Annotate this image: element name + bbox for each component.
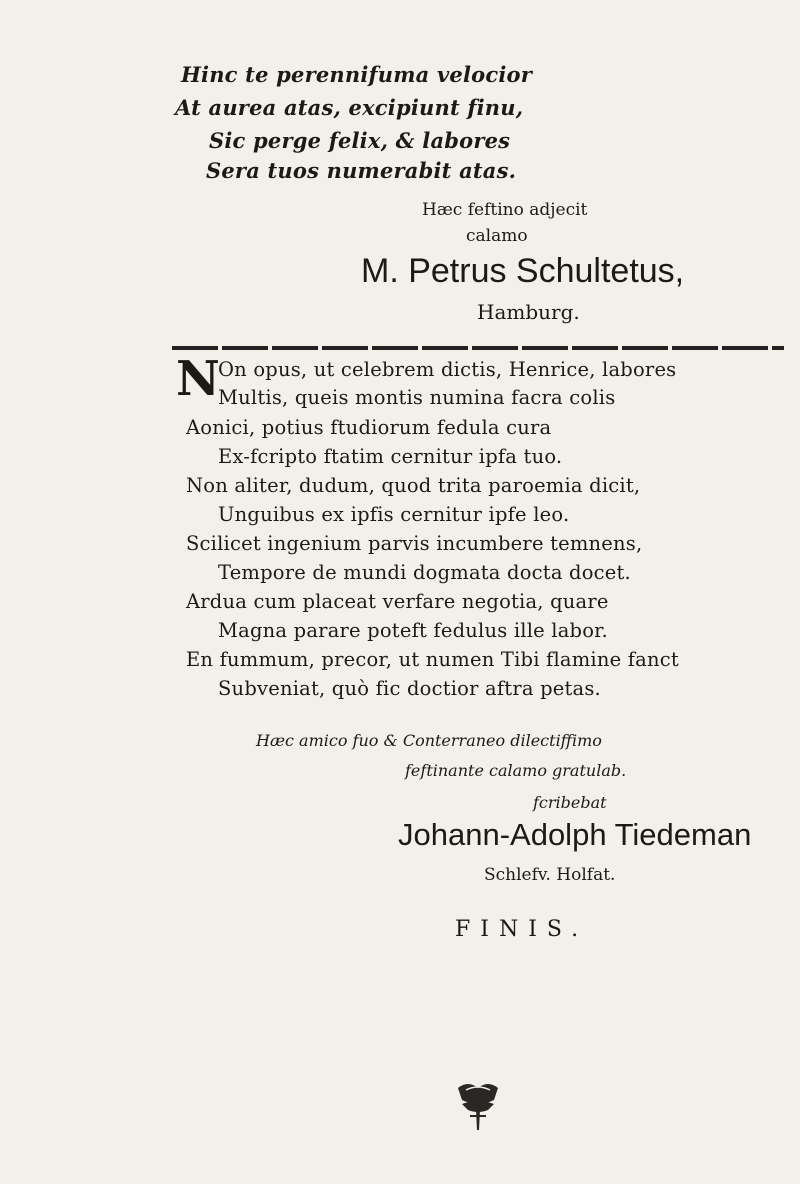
poem-line: Subveniat, quò fic doctior aftra petas. (218, 677, 601, 700)
author-place: Hamburg. (477, 300, 580, 324)
verse-line-4: Sera tuos numerabit atas. (206, 158, 517, 183)
poem-line: Ardua cum placeat verfare negotia, quare (186, 590, 609, 613)
dedication-line: Hæc amico fuo & Conterraneo dilectiffimo (256, 731, 602, 750)
poem-line: Aonici, potius ftudiorum fedula cura (186, 416, 552, 439)
author-place: Schlefv. Holfat. (484, 865, 616, 885)
verse-line-2: At aurea atas, excipiunt finu, (175, 95, 524, 120)
poem-line: Multis, queis montis numina facra colis (218, 386, 616, 409)
finis-label: FINIS. (455, 917, 589, 942)
section-divider (172, 346, 784, 350)
poem-line: Unguibus ex ipfis cernitur ipfe leo. (218, 503, 570, 526)
poem-line: Magna parare poteft fedulus ille labor. (218, 619, 608, 642)
poem-line: Tempore de mundi dogmata docta docet. (218, 561, 631, 584)
drop-cap: N (176, 351, 220, 407)
poem-line: Ex-fcripto ftatim cernitur ipfa tuo. (218, 445, 563, 468)
signature-intro-2: calamo (466, 226, 528, 246)
poem-line: On opus, ut celebrem dictis, Henrice, labores (218, 358, 677, 381)
verse-line-1: Hinc te perennifuma velocior (181, 62, 532, 87)
poem-line: Non aliter, dudum, quod trita paroemia dicit, (186, 474, 641, 497)
author-name: Johann-Adolph Tiedeman (398, 817, 752, 852)
poem-line: Scilicet ingenium parvis incumbere temnens, (186, 532, 643, 555)
verse-line-3: Sic perge felix, & labores (209, 128, 511, 153)
dedication-line: fcribebat (533, 793, 607, 812)
poem-line: En fummum, precor, ut numen Tibi flamine fanct (186, 648, 679, 671)
dedication-line: feftinante calamo gratulab. (405, 761, 627, 780)
author-name: M. Petrus Schultetus, (361, 252, 685, 290)
signature-intro: Hæc feftino adjecit (422, 200, 588, 220)
fleuron-ornament-icon (448, 1078, 508, 1138)
